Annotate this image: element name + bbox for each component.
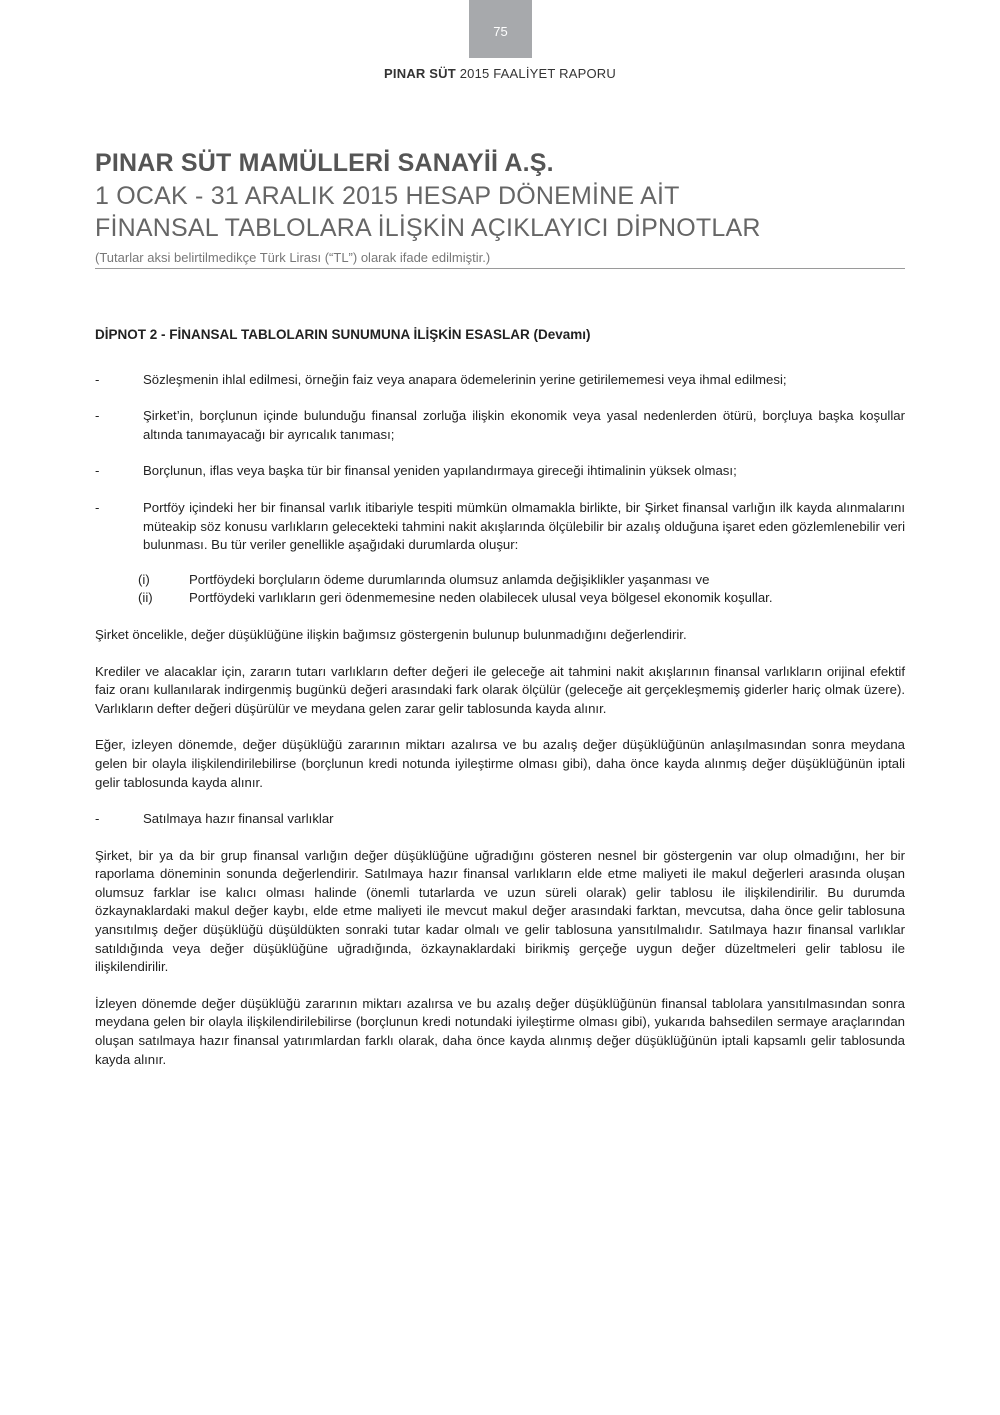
running-header	[0, 66, 1000, 81]
sub-list-marker: (ii)	[138, 590, 153, 606]
bullet-text: Şirket’in, borçlunun içinde bulunduğu finansal zorluğa ilişkin ekonomik veya yasal nedenlerden ötürü, borçluya başka koşullar altında tanımayacağı bir ayrıcalık tanıması;	[143, 408, 905, 442]
bullet-dash: -	[95, 499, 100, 515]
sub-list	[138, 571, 905, 608]
sub-list-marker: (i)	[138, 571, 150, 587]
sub-list-text: Portföydeki borçluların ödeme durumlarında olumsuz anlamda değişiklikler yaşanması ve	[189, 571, 710, 587]
report-brand: PINAR SÜT	[384, 66, 456, 81]
bullet-text: Satılmaya hazır finansal varlıklar	[143, 811, 334, 827]
paragraph: Şirket, bir ya da bir grup finansal varlığın değer düşüklüğüne uğradığını gösteren nesnel bir göstergenin var olup olmadığını, her bir raporlama döneminin sonunda değerlendirir. Satılmaya hazır finansal varlıkların elde etme maliyeti ile makul değerleri arasında oluşan olumsuz farklar ise kalıcı olması halinde (önemli tutarlarda ve uzun süreli olarak) gelir tablosu ile ilişkilendirilir. Bu durumda özkaynaklardaki makul değer kaybı, elde etme maliyeti ile mevcut makul değer arasındaki farktan, mevcutsa, daha önce gelir tablosuna yansıtılmış değer düşüklüğü düşüldükten sonraki tutar kadar olmalı ve gelir tablosuna yansıtılmalıdır. Satılmaya hazır finansal varlıklar satıldığında veya değer düşüklüğüne uğradığında, özkaynaklardaki birikmiş gerçeğe uygun değer düzeltmeleri gelir tablosu ile ilişkilendirilir.	[95, 847, 905, 975]
list-item	[95, 499, 905, 555]
page-number: 75	[469, 0, 532, 58]
paragraph: İzleyen dönemde değer düşüklüğü zararının miktarı azalırsa ve bu azalış değer düşüklüğünün finansal tablolara yansıtılmasından sonra meydana gelen bir olayla ilişkilendirilebilirse (borçlunun kredi notundaki iyileştirme olması gibi), yukarıda bahsedilen sermaye araçlarından oluşan satılmaya hazır finansal yatırımlardan farklı olarak, daha önce kayda alınmış değer düşüklüğünün iptali kapsamlı gelir tablosunda kayda alınır.	[95, 995, 905, 1067]
report-name: 2015 FAALİYET RAPORU	[459, 66, 616, 81]
sub-list-item	[138, 589, 905, 608]
paragraph: Krediler ve alacaklar için, zararın tutarı varlıkların defter değeri ile geleceğe ait tahmini nakit akışlarının finansal varlıkların orijinal efektif faiz oranı kullanılarak indirgenmiş bugünkü değeri arasındaki fark olarak ölçülür (geleceğe ait gerçekleşmemiş giderler hariç olmak üzere). Varlıkların defter değeri düşürülür ve meydana gelen zarar gelir tablosunda kayda alınır.	[95, 663, 905, 716]
document-body	[95, 326, 905, 1087]
list-item	[95, 371, 905, 390]
period-subtitle: 1 OCAK - 31 ARALIK 2015 HESAP DÖNEMİNE AİT	[95, 182, 680, 210]
bullet-dash: -	[95, 408, 100, 424]
list-item	[95, 810, 905, 829]
bullet-text: Sözleşmenin ihlal edilmesi, örneğin faiz veya anapara ödemelerinin yerine getirilememesi veya ihmal edilmesi;	[143, 371, 787, 387]
title-block	[95, 146, 905, 269]
section-heading: DİPNOT 2 - FİNANSAL TABLOLARIN SUNUMUNA İLİŞKİN ESASLAR (Devamı)	[95, 327, 591, 342]
list-item	[95, 407, 905, 444]
sub-list-item	[138, 571, 905, 590]
paragraph: Eğer, izleyen dönemde, değer düşüklüğü zararının miktarı azalırsa ve bu azalış değer düşüklüğünün anlaşılmasından sonra meydana gelen bir olayla ilişkilendirilebilirse (borçlunun kredi notunda iyileştirme olması gibi), daha önce kayda alınmış değer düşüklüğünün iptali gelir tablosunda kayda alınır.	[95, 737, 905, 790]
company-title: PINAR SÜT MAMÜLLERİ SANAYİİ A.Ş.	[95, 149, 554, 177]
bullet-dash: -	[95, 811, 100, 827]
list-item	[95, 462, 905, 481]
bullet-dash: -	[95, 463, 100, 479]
paragraph: Şirket öncelikle, değer düşüklüğüne ilişkin bağımsız göstergenin bulunup bulunmadığını değerlendirir.	[95, 626, 687, 642]
sub-list-text: Portföydeki varlıkların geri ödenmemesine neden olabilecek ulusal veya bölgesel ekonomik koşullar.	[189, 590, 773, 606]
bullet-text: Portföy içindeki her bir finansal varlık itibariyle tespiti mümkün olmamakla birlikte, bir Şirket finansal varlığın ilk kayda alınmalarını müteakip söz konusu varlıkların gelecekteki tahmini nakit akışlarında ölçülebilir bir azalış olduğuna işaret eden gözlemlenebilir veri bulunması. Bu tür veriler genellikle aşağıdaki durumlarda oluşur:	[143, 499, 905, 553]
notes-subtitle: FİNANSAL TABLOLARA İLİŞKİN AÇIKLAYICI DİPNOTLAR	[95, 214, 761, 242]
bullet-text: Borçlunun, iflas veya başka tür bir finansal yeniden yapılandırmaya gireceği ihtimalinin yüksek olması;	[143, 463, 737, 479]
currency-note: (Tutarlar aksi belirtilmedikçe Türk Lirası (“TL”) olarak ifade edilmiştir.)	[95, 250, 905, 269]
bullet-dash: -	[95, 371, 100, 387]
